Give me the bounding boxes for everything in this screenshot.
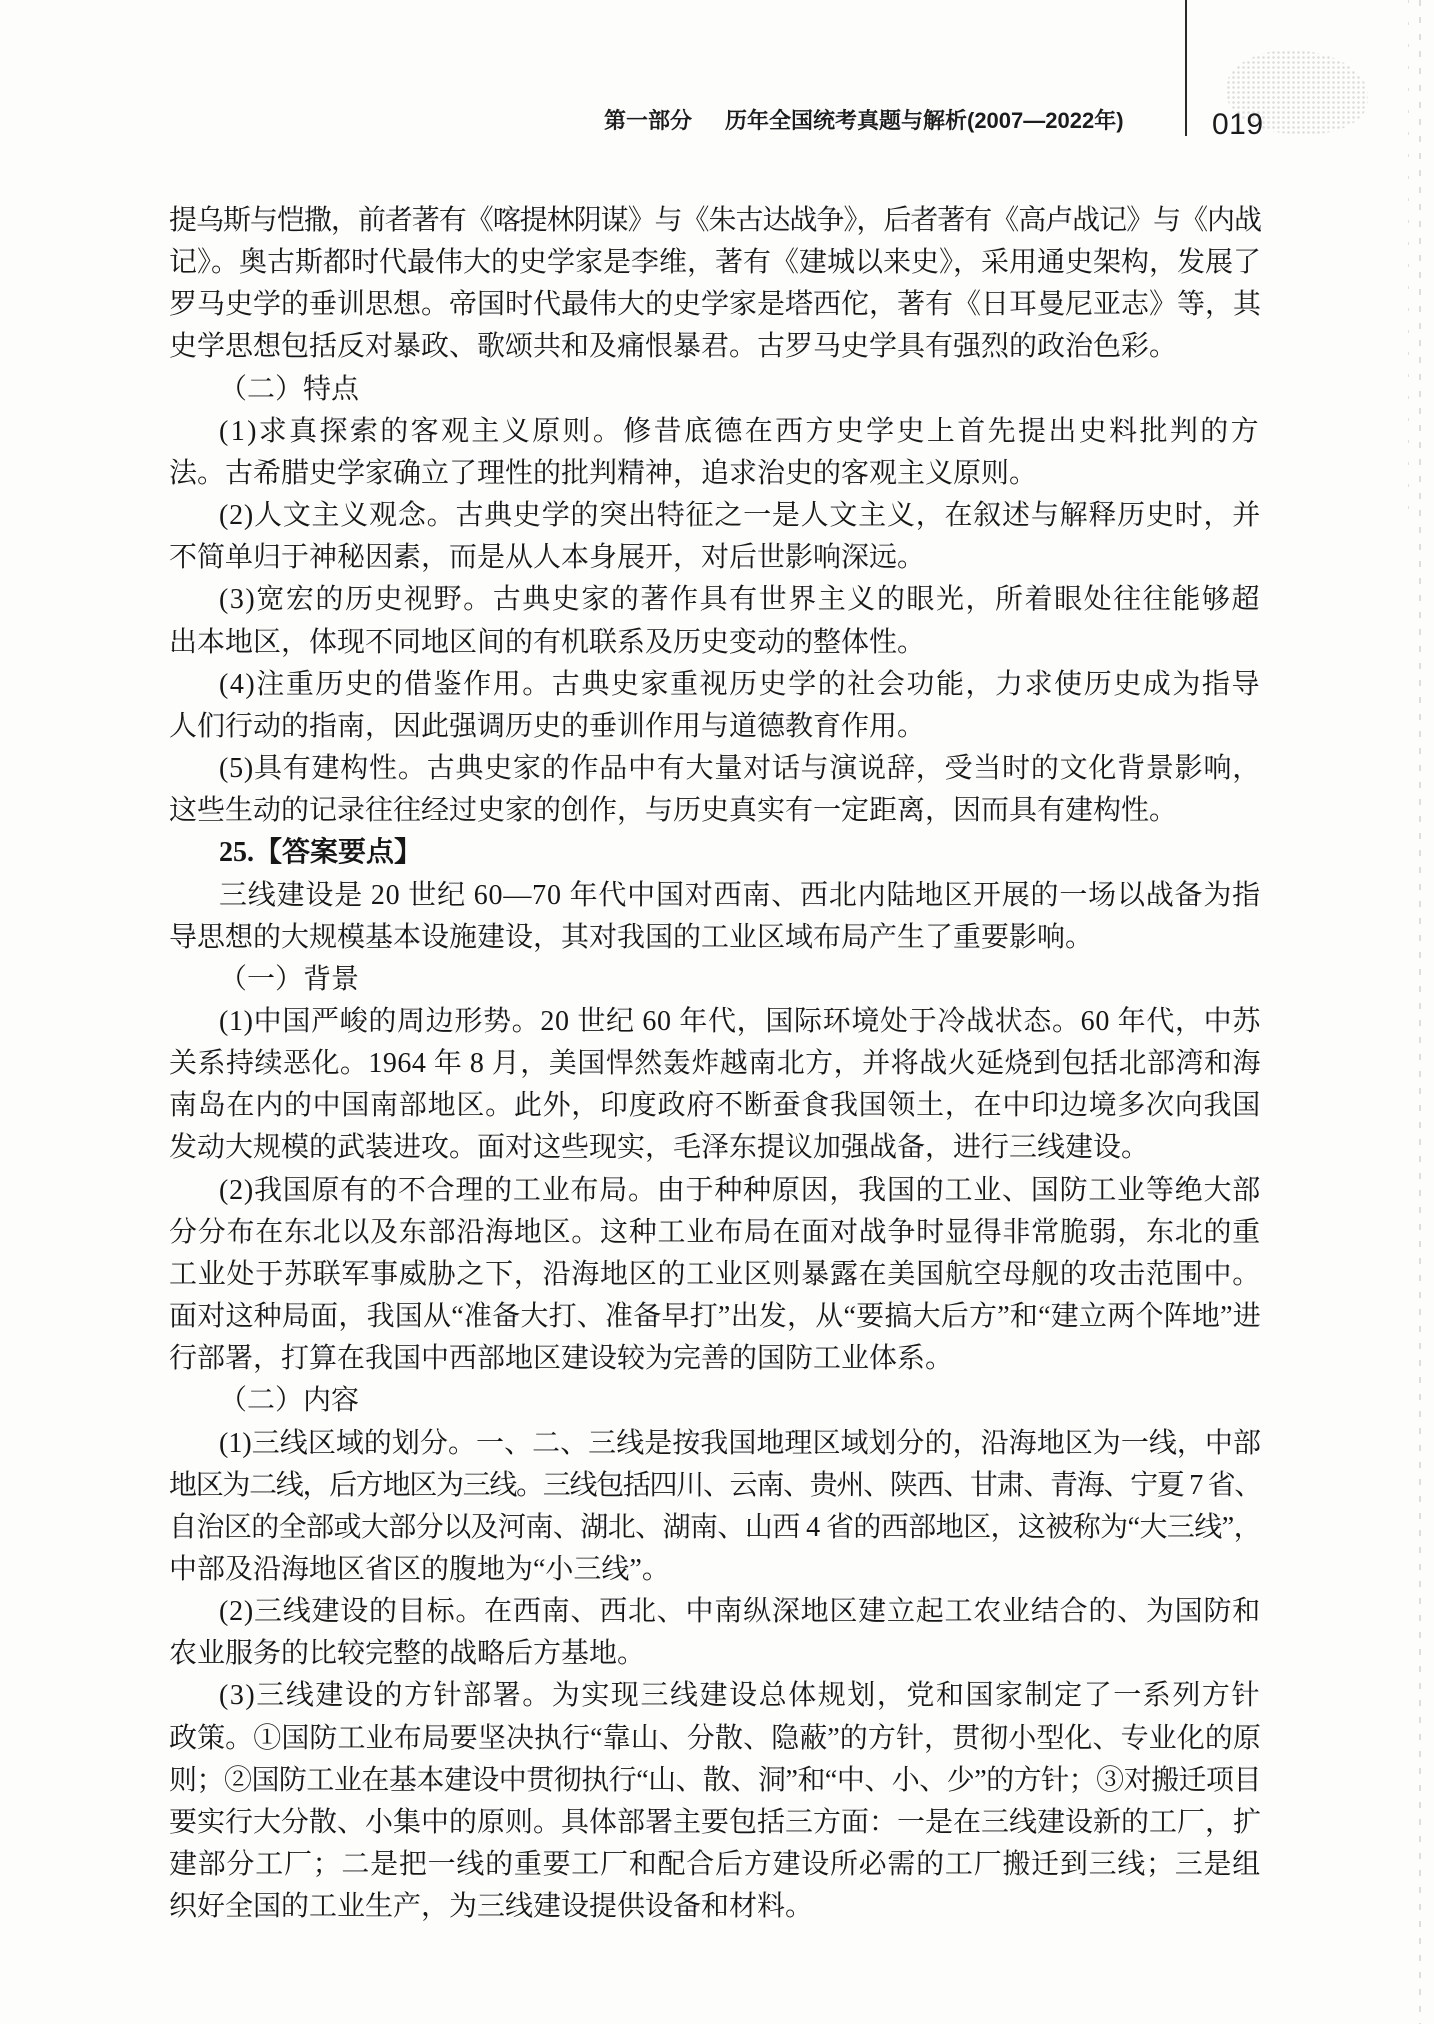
- text-line: 分分布在东北以及东部沿海地区。这种工业布局在面对战争时显得非常脆弱，东北的重: [169, 1216, 1261, 1248]
- text-line: 史学思想包括反对暴政、歌颂共和及痛恨暴君。古罗马史学具有强烈的政治色彩。: [169, 331, 1178, 363]
- text-line: 发动大规模的武装进攻。面对这些现实，毛泽东提议加强战备，进行三线建设。: [169, 1132, 1150, 1164]
- text-line: 则；②国防工业在基本建设中贯彻执行“山、散、洞”和“中、小、少”的方针；③对搬迁项目: [169, 1764, 1261, 1796]
- subheading-text: （二）内容: [219, 1385, 360, 1417]
- paragraph-background-1: [169, 1001, 1261, 1170]
- text-line: 自治区的全部或大部分以及河南、湖北、湖南、山西 4 省的西部地区，这被称为“大三线”，: [169, 1511, 1261, 1543]
- paragraph-point-4: [169, 664, 1261, 748]
- paragraph-content-2: [169, 1591, 1261, 1675]
- text-line: 面对这种局面，我国从“准备大打、准备早打”出发，从“要搞大后方”和“建立两个阵地”进: [169, 1301, 1261, 1333]
- text-line: 要实行大分散、小集中的原则。具体部署主要包括三方面：一是在三线建设新的工厂，扩: [169, 1806, 1261, 1838]
- text-line: (1)三线区域的划分。一、二、三线是按我国地理区域划分的，沿海地区为一线，中部: [219, 1427, 1261, 1459]
- text-line: 人们行动的指南，因此强调历史的垂训作用与道德教育作用。: [169, 710, 926, 742]
- text-line: 中部及沿海地区省区的腹地为“小三线”。: [169, 1554, 670, 1585]
- header-vertical-rule: [1185, 0, 1187, 136]
- text-line: 提乌斯与恺撒，前者著有《喀提林阴谋》与《朱古达战争》，后者著有《高卢战记》与《内战: [169, 205, 1261, 236]
- paragraph-point-1: [169, 411, 1261, 495]
- text-line: 记》。奥古斯都时代最伟大的史学家是李维，著有《建城以来史》，采用通史架构，发展了: [169, 247, 1261, 279]
- text-line: (5)具有建构性。古典史家的作品中有大量对话与演说辞，受当时的文化背景影响，: [219, 753, 1261, 785]
- text-line: 建部分工厂；二是把一线的重要工厂和配合后方建设所必需的工厂搬迁到三线；三是组: [169, 1849, 1261, 1881]
- subheading-background: [169, 959, 1261, 1001]
- paragraph-point-2: [169, 495, 1261, 579]
- text-line: 导思想的大规模基本设施建设，其对我国的工业区域布局产生了重要影响。: [169, 921, 1094, 953]
- text-line: (2)我国原有的不合理的工业布局。由于种种原因，我国的工业、国防工业等绝大部: [219, 1174, 1261, 1206]
- page-number: 019: [1212, 108, 1264, 141]
- running-header-section: 第一部分: [604, 108, 693, 133]
- text-line: (2)人文主义观念。古典史学的突出特征之一是人文主义，在叙述与解释历史时，并: [219, 500, 1261, 532]
- text-line: 法。古希腊史学家确立了理性的批判精神，追求治史的客观主义原则。: [169, 457, 1038, 489]
- text-line: (1)求真探索的客观主义原则。修昔底德在西方史学史上首先提出史料批判的方: [219, 415, 1261, 447]
- text-line: (3)宽宏的历史视野。古典史家的著作具有世界主义的眼光，所着眼处往往能够超: [219, 584, 1261, 616]
- body-text: [169, 200, 1261, 1928]
- text-line: 地区为二线，后方地区为三线。三线包括四川、云南、贵州、陕西、甘肃、青海、宁夏 7 省、: [169, 1469, 1261, 1501]
- paragraph-point-3: [169, 579, 1261, 663]
- text-line: 这些生动的记录往往经过史家的创作，与历史真实有一定距离，因而具有建构性。: [169, 795, 1178, 827]
- text-line: 不简单归于神秘因素，而是从人本身展开，对后世影响深远。: [169, 542, 926, 574]
- subheading-text: （二）特点: [219, 373, 360, 405]
- text-line: (1)中国严峻的周边形势。20 世纪 60 年代，国际环境处于冷战状态。60 年代，中苏: [219, 1005, 1261, 1037]
- running-header-title: 历年全国统考真题与解析(2007—2022年): [725, 108, 1124, 133]
- subheading-content: [169, 1380, 1261, 1422]
- text-line: 行部署，打算在我国中西部地区建设较为完善的国防工业体系。: [169, 1343, 954, 1375]
- text-line: 关系持续恶化。1964 年 8 月，美国悍然轰炸越南北方，并将战火延烧到包括北部湾和海: [169, 1048, 1261, 1080]
- scan-edge-mark: [1419, 0, 1421, 2024]
- text-line: 罗马史学的垂训思想。帝国时代最伟大的史学家是塔西佗，著有《日耳曼尼亚志》等，其: [169, 289, 1261, 321]
- text-line: 出本地区，体现不同地区间的有机联系及历史变动的整体性。: [169, 626, 926, 658]
- subheading-characteristics: [169, 369, 1261, 411]
- text-line: 南岛在内的中国南部地区。此外，印度政府不断蚕食我国领土，在中印边境多次向我国: [169, 1090, 1261, 1122]
- paragraph-continued: [169, 200, 1261, 369]
- text-line: 织好全国的工业生产，为三线建设提供设备和材料。: [169, 1891, 814, 1923]
- paragraph-content-3: [169, 1675, 1261, 1928]
- text-line: 三线建设是 20 世纪 60—70 年代中国对西南、西北内陆地区开展的一场以战备为指: [219, 879, 1261, 911]
- text-line: (2)三线建设的目标。在西南、西北、中南纵深地区建立起工农业结合的、为国防和: [219, 1596, 1261, 1628]
- text-line: 政策。①国防工业布局要坚决执行“靠山、分散、隐蔽”的方针，贯彻小型化、专业化的原: [169, 1722, 1261, 1754]
- paragraph-intro: [169, 875, 1261, 959]
- text-line: (3)三线建设的方针部署。为实现三线建设总体规划，党和国家制定了一系列方针: [219, 1680, 1261, 1712]
- answer-heading-text: 25.【答案要点】: [219, 837, 423, 869]
- paragraph-background-2: [169, 1170, 1261, 1381]
- text-line: 农业服务的比较完整的战略后方基地。: [169, 1638, 646, 1670]
- paragraph-content-1: [169, 1423, 1261, 1592]
- text-line: 工业处于苏联军事威胁之下，沿海地区的工业区则暴露在美国航空母舰的攻击范围中。: [169, 1258, 1261, 1290]
- text-line: (4)注重历史的借鉴作用。古典史家重视历史学的社会功能，力求使历史成为指导: [219, 668, 1261, 700]
- paragraph-point-5: [169, 748, 1261, 832]
- subheading-text: （一）背景: [219, 963, 360, 995]
- answer-heading-25: [169, 832, 1261, 874]
- scan-edge-mark: [1408, 0, 1409, 520]
